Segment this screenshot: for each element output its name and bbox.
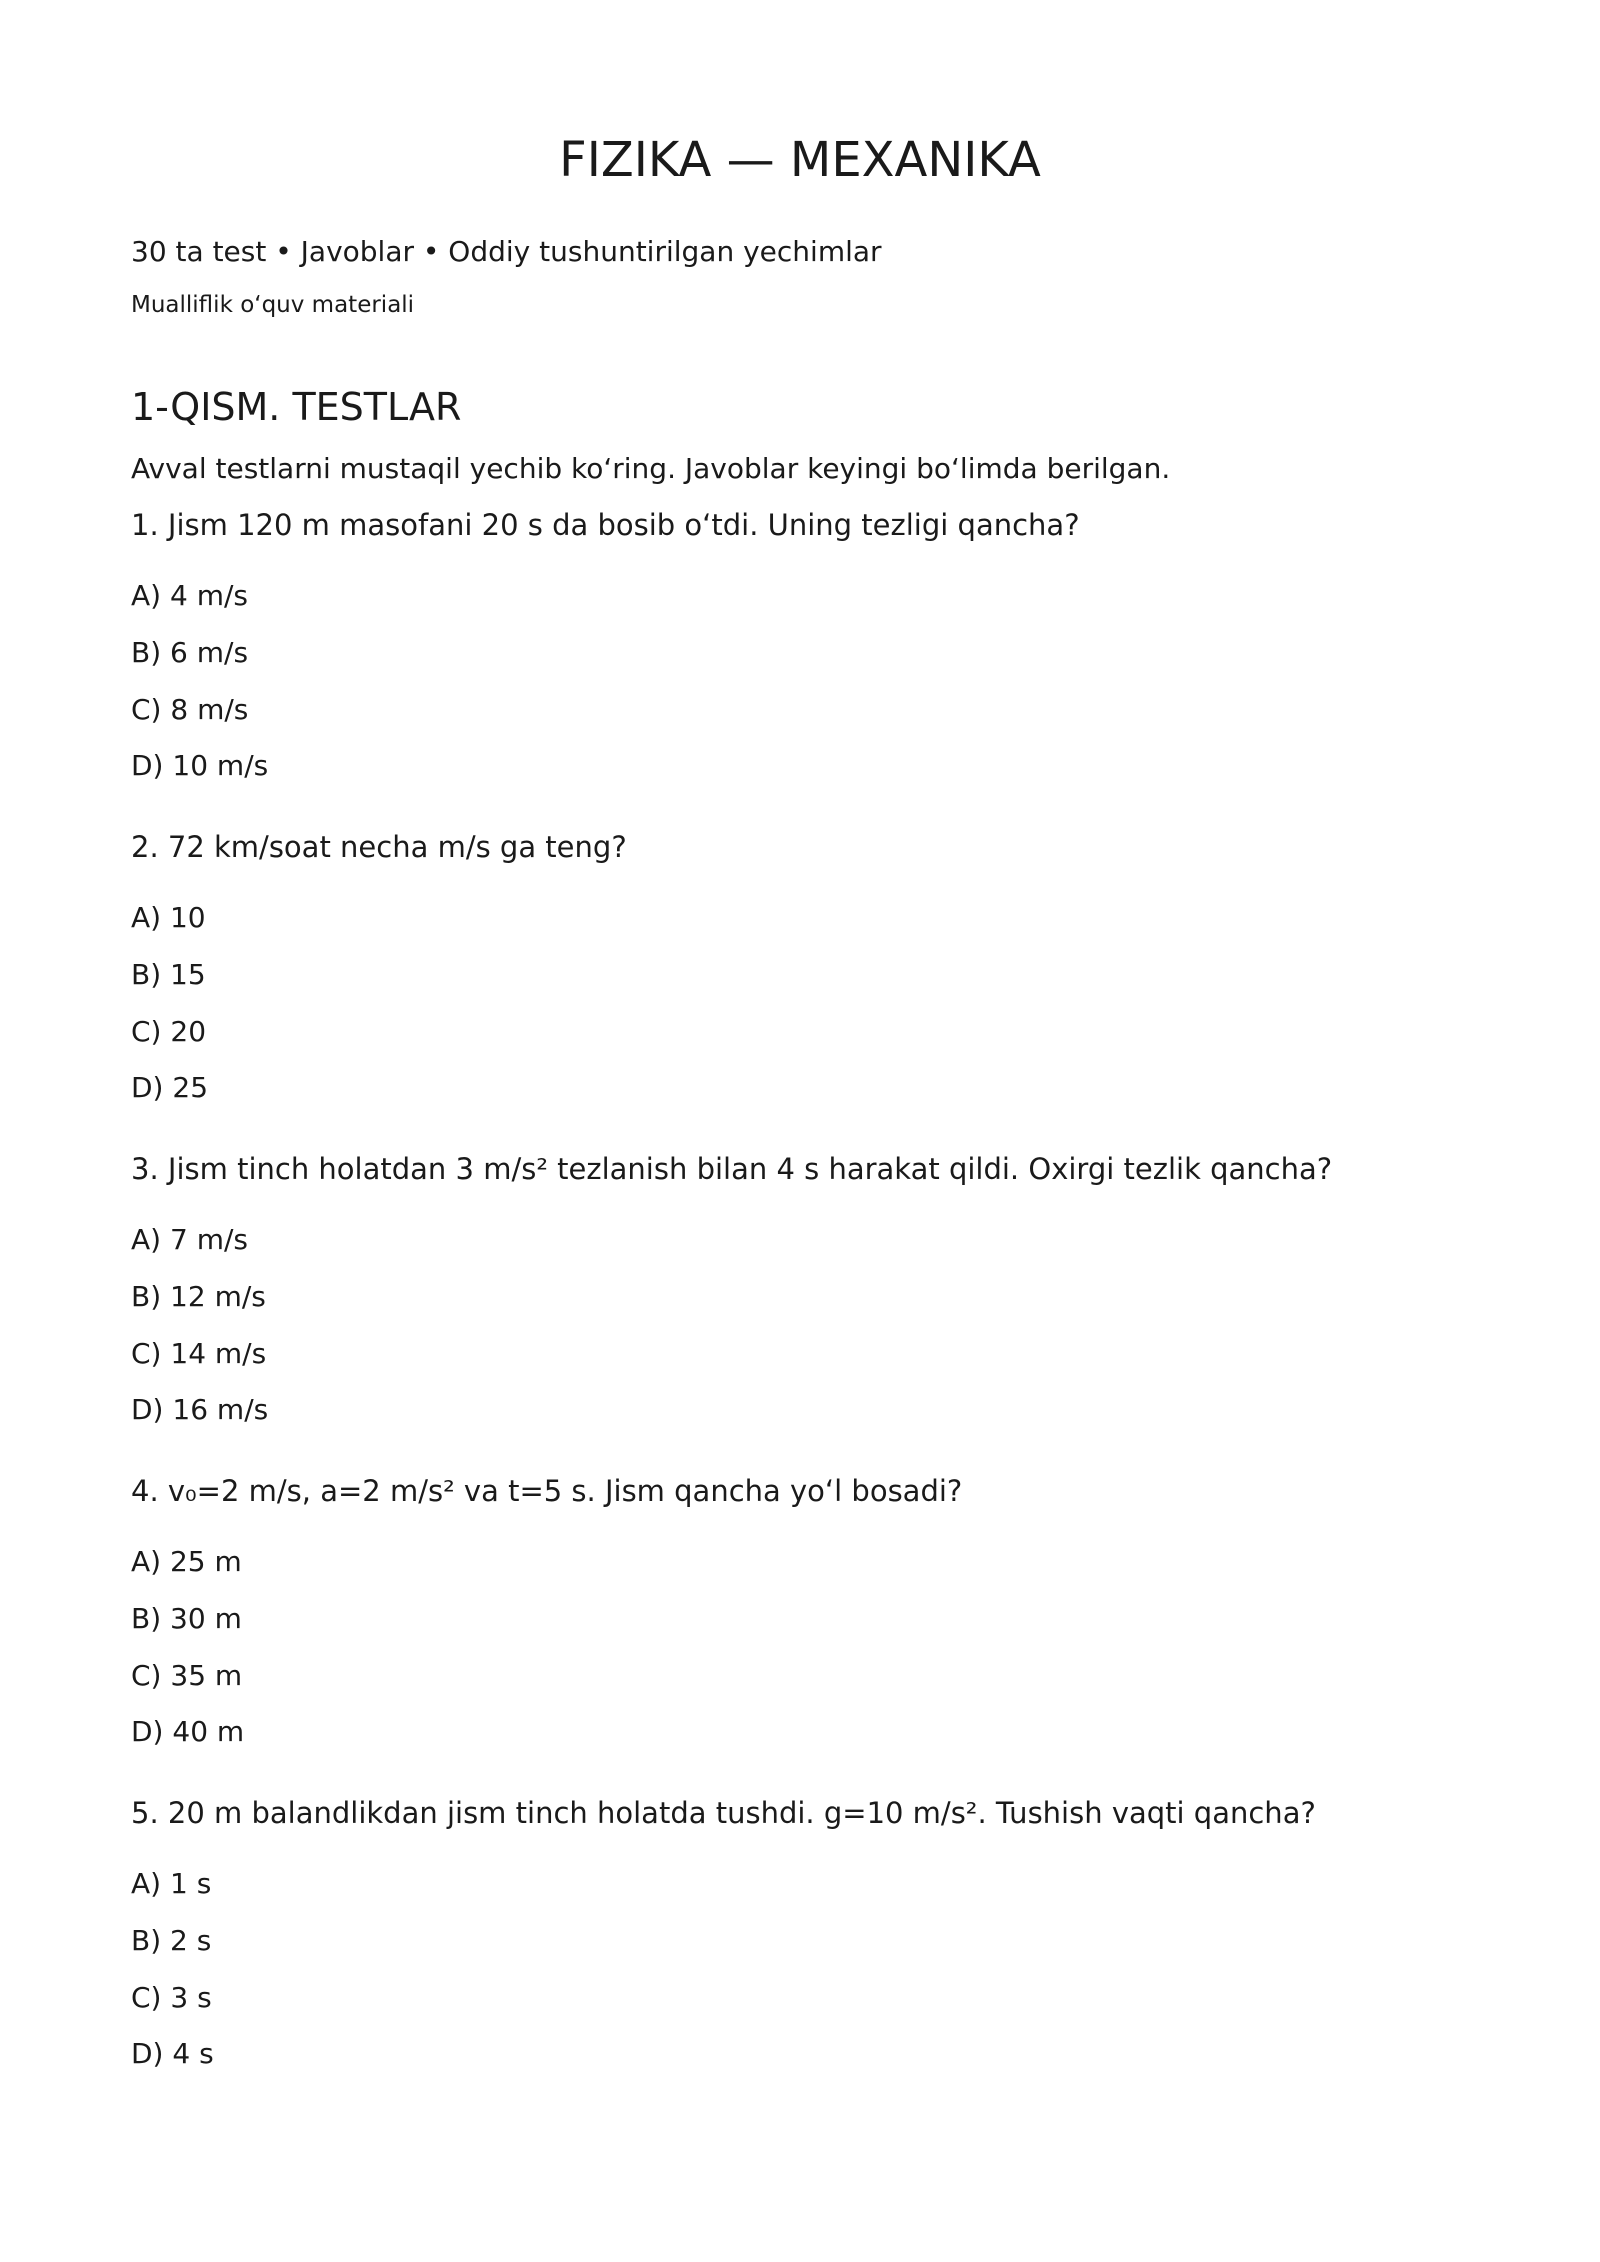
section-heading: 1-QISM. TESTLAR: [131, 385, 462, 429]
question-4-option-c: C) 35 m: [131, 1659, 243, 1692]
question-3: 3. Jism tinch holatdan 3 m/s² tezlanish bilan 4 s harakat qildi. Oxirgi tezlik qancha?: [131, 1152, 1333, 1186]
question-5-option-d: D) 4 s: [131, 2037, 214, 2070]
question-2-option-b: B) 15: [131, 958, 206, 991]
question-4-option-b: B) 30 m: [131, 1602, 242, 1635]
question-5-option-b: B) 2 s: [131, 1924, 212, 1957]
question-5-option-c: C) 3 s: [131, 1981, 212, 2014]
question-2: 2. 72 km/soat necha m/s ga teng?: [131, 830, 627, 864]
question-5-option-a: A) 1 s: [131, 1867, 212, 1900]
question-4: 4. v₀=2 m/s, a=2 m/s² va t=5 s. Jism qancha yo‘l bosadi?: [131, 1474, 963, 1508]
question-3-option-a: A) 7 m/s: [131, 1223, 248, 1256]
question-3-option-c: C) 14 m/s: [131, 1337, 267, 1370]
question-4-option-d: D) 40 m: [131, 1715, 245, 1748]
question-3-option-d: D) 16 m/s: [131, 1393, 269, 1426]
question-3-option-b: B) 12 m/s: [131, 1280, 266, 1313]
question-2-option-d: D) 25: [131, 1071, 209, 1104]
question-1: 1. Jism 120 m masofani 20 s da bosib o‘tdi. Uning tezligi qancha?: [131, 508, 1080, 542]
section-intro: Avval testlarni mustaqil yechib ko‘ring. Javoblar keyingi bo‘limda berilgan.: [131, 452, 1171, 485]
question-1-option-d: D) 10 m/s: [131, 749, 269, 782]
question-1-option-b: B) 6 m/s: [131, 636, 249, 669]
question-2-option-c: C) 20: [131, 1015, 207, 1048]
document-title: FIZIKA — MEXANIKA: [559, 132, 1041, 188]
author-note: Mualliflik o‘quv materiali: [131, 292, 415, 318]
question-1-option-a: A) 4 m/s: [131, 579, 248, 612]
question-4-option-a: A) 25 m: [131, 1545, 242, 1578]
document-subtitle: 30 ta test • Javoblar • Oddiy tushuntirilgan yechimlar: [131, 235, 882, 268]
question-2-option-a: A) 10: [131, 901, 206, 934]
question-1-option-c: C) 8 m/s: [131, 693, 249, 726]
question-5: 5. 20 m balandlikdan jism tinch holatda tushdi. g=10 m/s². Tushish vaqti qancha?: [131, 1796, 1316, 1830]
